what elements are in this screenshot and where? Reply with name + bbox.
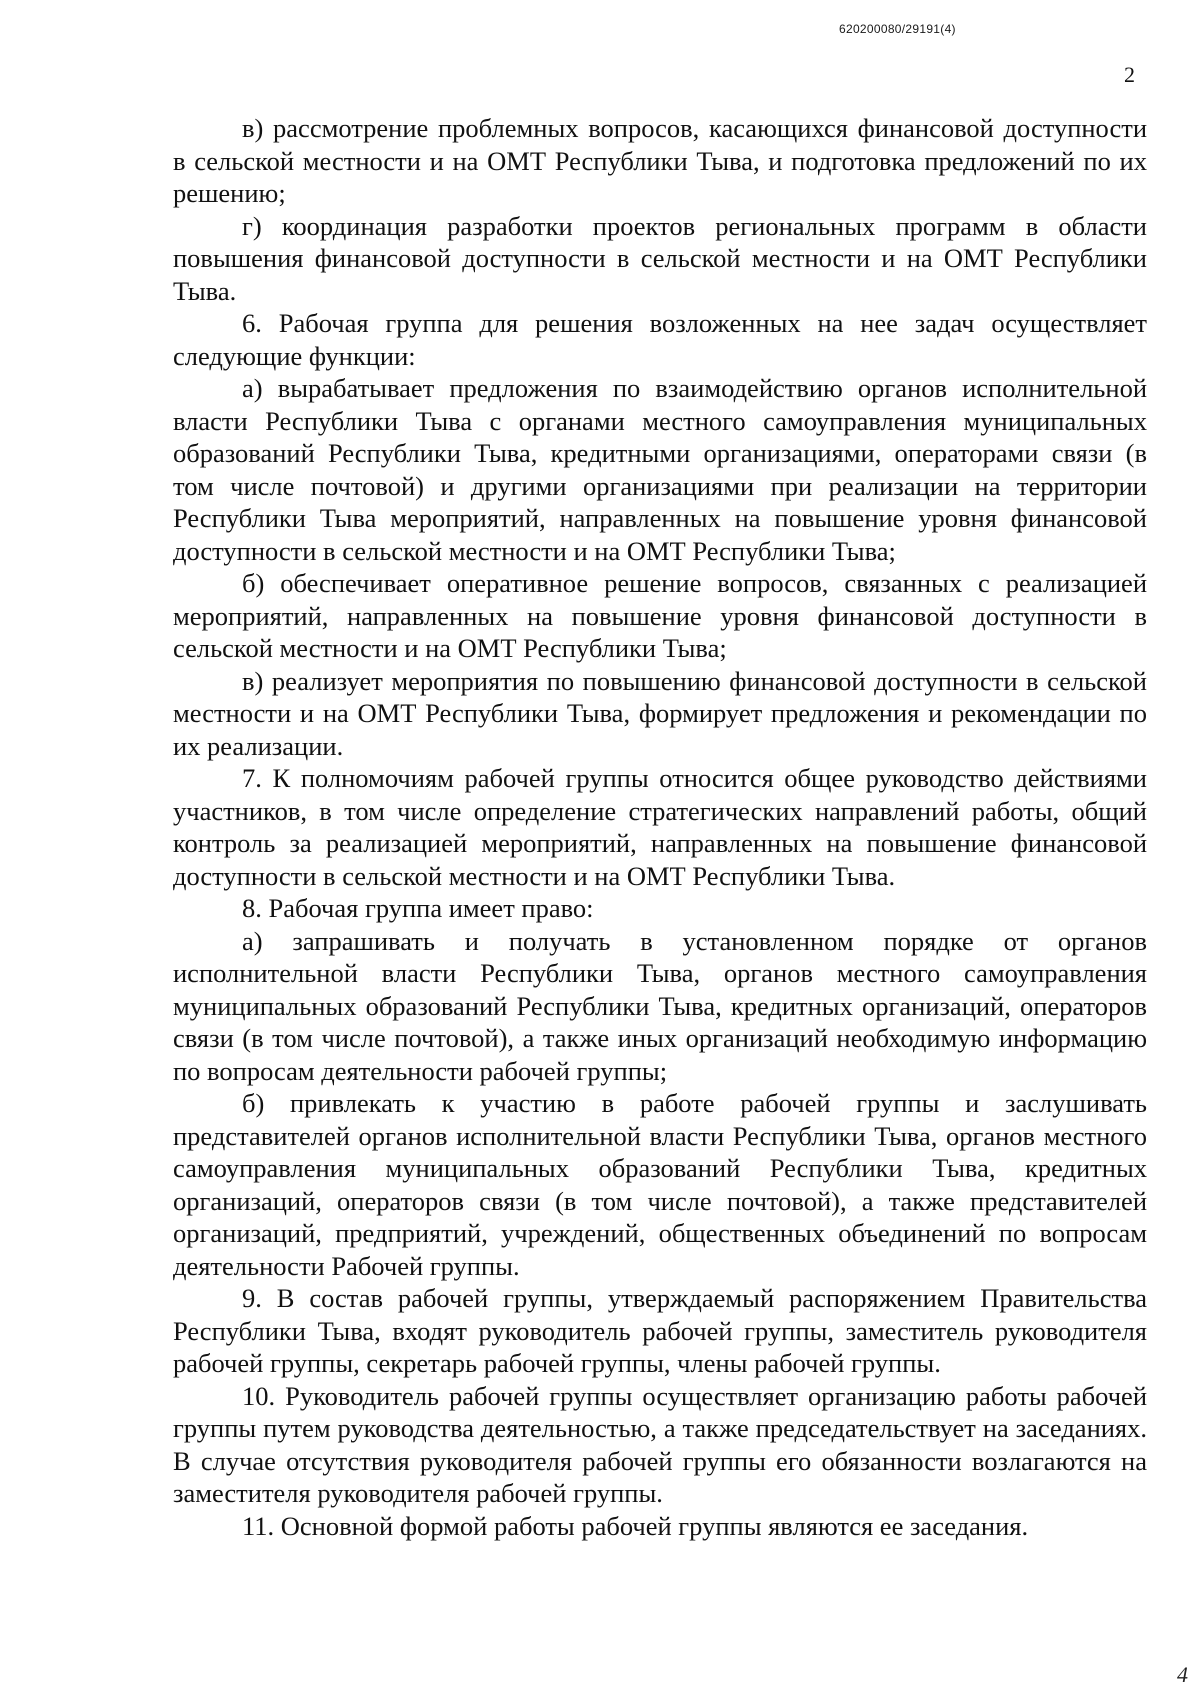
document-body: [173, 112, 1147, 1542]
paragraph-6b: б) обеспечивает оперативное решение вопросов, связанных с реализацией мероприятий, направленных на повышение уровня финансовой доступности в сельской местности и на ОМТ Республики Тыва;: [173, 568, 1147, 663]
paragraph-6v: в) реализует мероприятия по повышению финансовой доступности в сельской местности и на ОМТ Республики Тыва, формирует предложения и рекомендации по их реализации.: [173, 665, 1147, 761]
paragraph-8b: б) привлекать к участию в работе рабочей группы и заслушивать представителей органов исполнительной власти Республики Тыва, органов местного самоуправления муниципальных образований Республики Тыва, кредитных организаций, операторов связи (в том числе почтовой), а также представителей организаций, предприятий, учреждений, общественных объединений по вопросам деятельности Рабочей группы.: [173, 1088, 1147, 1281]
paragraph-9: 9. В состав рабочей группы, утверждаемый распоряжением Правительства Республики Тыва, входят руководитель рабочей группы, заместитель руководителя рабочей группы, секретарь рабочей группы, члены рабочей группы.: [173, 1283, 1147, 1378]
paragraph-5g: г) координация разработки проектов региональных программ в области повышения финансовой доступности в сельской местности и на ОМТ Республики Тыва.: [173, 210, 1147, 306]
handwritten-mark: 4: [1177, 1662, 1188, 1687]
paragraph-11: 11. Основной формой работы рабочей группы являются ее заседания.: [242, 1510, 1029, 1541]
paragraph-5v: в) рассмотрение проблемных вопросов, касающихся финансовой доступности в сельской местности и на ОМТ Республики Тыва, и подготовка предложений по их решению;: [173, 113, 1147, 208]
paragraph-6: 6. Рабочая группа для решения возложенных на нее задач осуществляет следующие функции:: [173, 308, 1147, 371]
paragraph-10: 10. Руководитель рабочей группы осуществляет организацию работы рабочей группы путем руководства деятельностью, а также председательствует на заседаниях. В случае отсутствия руководителя рабочей группы его обязанности возлагаются на заместителя руководителя рабочей группы.: [173, 1380, 1147, 1508]
paragraph-8: 8. Рабочая группа имеет право:: [242, 893, 594, 923]
paragraph-6a: а) вырабатывает предложения по взаимодействию органов исполнительной власти Республики Тыва с органами местного самоуправления муниципальных образований Республики Тыва, кредитными организациями, операторами связи (в том числе почтовой) и другими организациями при реализации на территории Республики Тыва мероприятий, направленных на повышение уровня финансовой доступности в сельской местности и на ОМТ Республики Тыва;: [173, 373, 1147, 566]
paragraph-7: 7. К полномочиям рабочей группы относится общее руководство действиями участников, в том числе определение стратегических направлений работы, общий контроль за реализацией мероприятий, направленных на повышение финансовой доступности в сельской местности и на ОМТ Республики Тыва.: [173, 763, 1147, 891]
page-number: 2: [1124, 62, 1135, 87]
document-id: 620200080/29191(4): [839, 22, 956, 36]
paragraph-8a: а) запрашивать и получать в установленном порядке от органов исполнительной власти Республики Тыва, органов местного самоуправления муниципальных образований Республики Тыва, кредитных организаций, операторов связи (в том числе почтовой), а также иных организаций необходимую информацию по вопросам деятельности рабочей группы;: [173, 925, 1147, 1086]
